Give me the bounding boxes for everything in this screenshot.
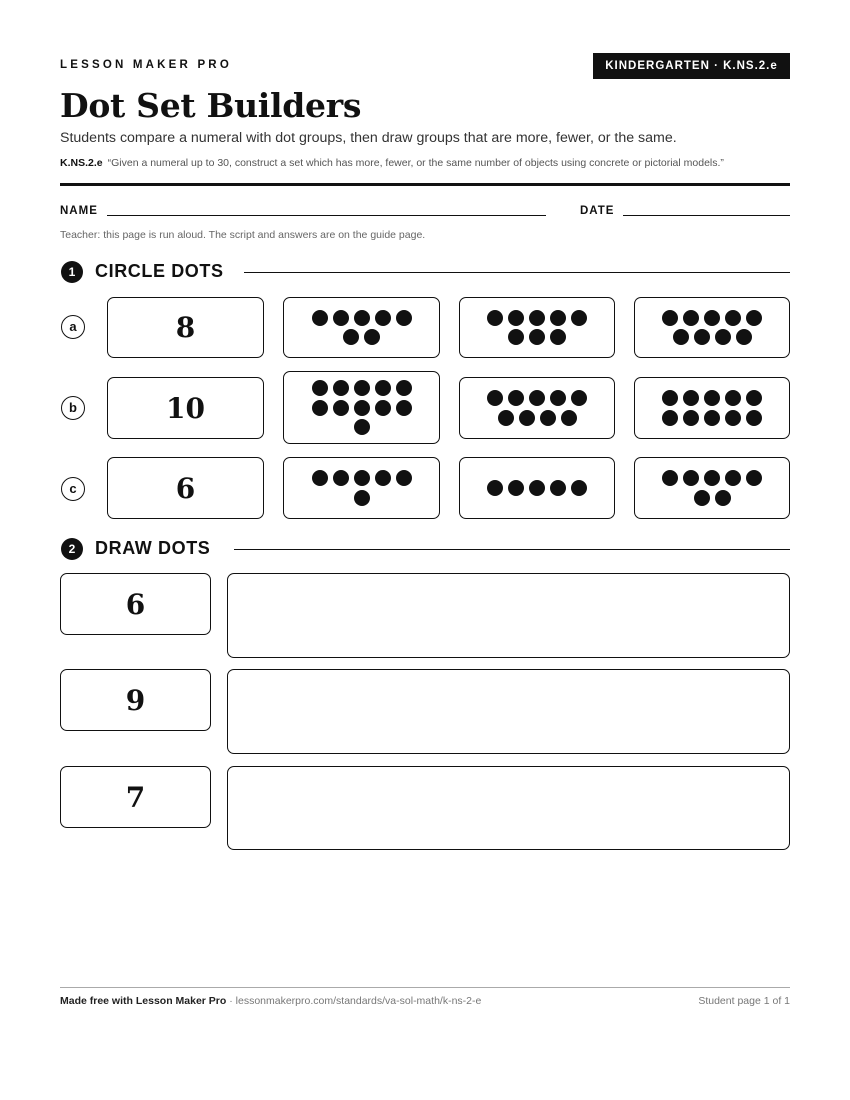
dot-row xyxy=(662,470,762,486)
section-1-number: 1 xyxy=(61,261,83,283)
dot-row xyxy=(343,329,380,345)
header-divider xyxy=(60,183,790,186)
dot xyxy=(550,329,566,345)
dot-row xyxy=(312,380,412,396)
footer-separator: · xyxy=(226,995,236,1007)
standard-text: “Given a numeral up to 30, construct a set which has more, fewer, or the same number of objects using concrete or pictorial models.” xyxy=(107,157,724,169)
section-1-title: CIRCLE DOTS xyxy=(95,261,224,281)
dot xyxy=(704,470,720,486)
dot-row xyxy=(662,410,762,426)
dot xyxy=(519,410,535,426)
dot xyxy=(312,470,328,486)
dot xyxy=(571,310,587,326)
dot-cluster xyxy=(312,310,412,346)
dot xyxy=(550,310,566,326)
page-subtitle: Students compare a numeral with dot groups, then draw groups that are more, fewer, or the same. xyxy=(60,130,677,146)
dot-group-option[interactable] xyxy=(283,457,440,519)
dot-group-option[interactable] xyxy=(459,297,615,358)
dot xyxy=(333,470,349,486)
name-label: NAME xyxy=(60,205,98,217)
dot xyxy=(561,410,577,426)
dot xyxy=(354,310,370,326)
dot xyxy=(725,310,741,326)
dot xyxy=(354,419,370,435)
dot-cluster xyxy=(487,310,587,346)
dot-row xyxy=(354,419,370,435)
dot xyxy=(746,310,762,326)
dot xyxy=(364,329,380,345)
footer-credit xyxy=(60,995,481,1007)
dot-cluster xyxy=(312,380,412,435)
row-letter: a xyxy=(61,315,85,339)
dot xyxy=(508,390,524,406)
footer-url[interactable]: lessonmakerpro.com/standards/va-sol-math/k-ns-2-e xyxy=(235,995,482,1007)
dot xyxy=(540,410,556,426)
footer-made-by: Made free with Lesson Maker Pro xyxy=(60,995,227,1007)
numeral-card: 10 xyxy=(107,377,264,439)
dot xyxy=(571,480,587,496)
numeral-card: 9 xyxy=(60,669,211,731)
dot-cluster xyxy=(487,480,587,496)
numeral-card: 6 xyxy=(107,457,264,519)
dot-group-option[interactable] xyxy=(459,457,615,519)
drawing-area[interactable] xyxy=(227,669,790,754)
dot xyxy=(571,390,587,406)
dot xyxy=(375,470,391,486)
dot xyxy=(746,410,762,426)
dot xyxy=(673,329,689,345)
dot-row xyxy=(498,410,577,426)
dot-row xyxy=(487,310,587,326)
dot xyxy=(396,400,412,416)
row-letter: c xyxy=(61,477,85,501)
dot xyxy=(508,329,524,345)
dot-cluster xyxy=(662,390,762,426)
dot xyxy=(498,410,514,426)
name-field[interactable] xyxy=(107,215,546,216)
dot xyxy=(683,410,699,426)
dot xyxy=(662,470,678,486)
dot xyxy=(375,400,391,416)
numeral-card: 8 xyxy=(107,297,264,358)
dot-cluster xyxy=(487,390,587,426)
dot-group-option[interactable] xyxy=(283,297,440,358)
dot xyxy=(312,310,328,326)
dot xyxy=(694,329,710,345)
teacher-note: Teacher: this page is run aloud. The script and answers are on the guide page. xyxy=(60,229,426,241)
numeral-card: 7 xyxy=(60,766,211,828)
dot xyxy=(487,480,503,496)
dot-cluster xyxy=(312,470,412,506)
dot-group-option[interactable] xyxy=(634,297,790,358)
dot-row xyxy=(487,480,587,496)
dot xyxy=(683,390,699,406)
dot xyxy=(746,470,762,486)
dot xyxy=(375,380,391,396)
dot xyxy=(683,470,699,486)
brand-name: LESSON MAKER PRO xyxy=(60,59,232,71)
section-2-rule xyxy=(234,549,790,550)
dot-row xyxy=(354,490,370,506)
dot xyxy=(704,410,720,426)
dot xyxy=(694,490,710,506)
dot xyxy=(333,380,349,396)
dot xyxy=(683,310,699,326)
dot xyxy=(529,310,545,326)
dot xyxy=(396,310,412,326)
dot xyxy=(529,390,545,406)
dot-row xyxy=(662,310,762,326)
row-letter: b xyxy=(61,396,85,420)
dot xyxy=(508,480,524,496)
dot xyxy=(746,390,762,406)
dot xyxy=(343,329,359,345)
numeral-card: 6 xyxy=(60,573,211,635)
dot xyxy=(662,390,678,406)
dot xyxy=(312,380,328,396)
dot xyxy=(487,390,503,406)
dot xyxy=(529,480,545,496)
dot xyxy=(396,470,412,486)
footer-page-number: Student page 1 of 1 xyxy=(698,995,790,1007)
dot-row xyxy=(312,400,412,416)
dot xyxy=(375,310,391,326)
drawing-area[interactable] xyxy=(227,573,790,658)
dot-row xyxy=(673,329,752,345)
dot xyxy=(662,310,678,326)
dot-group-option[interactable] xyxy=(459,377,615,439)
dot xyxy=(550,390,566,406)
dot-cluster xyxy=(662,310,762,346)
drawing-area[interactable] xyxy=(227,766,790,850)
dot xyxy=(550,480,566,496)
dot xyxy=(354,380,370,396)
dot xyxy=(333,400,349,416)
dot xyxy=(354,400,370,416)
grade-standard-badge: KINDERGARTEN · K.NS.2.e xyxy=(593,53,790,79)
dot-row xyxy=(694,490,731,506)
dot-group-option[interactable] xyxy=(634,377,790,439)
dot-group-option[interactable] xyxy=(634,457,790,519)
footer-divider xyxy=(60,987,790,988)
dot xyxy=(715,329,731,345)
section-2-number: 2 xyxy=(61,538,83,560)
dot xyxy=(704,310,720,326)
dot xyxy=(312,400,328,416)
dot-row xyxy=(312,470,412,486)
dot xyxy=(354,490,370,506)
dot xyxy=(704,390,720,406)
dot-row xyxy=(662,390,762,406)
dot xyxy=(529,329,545,345)
dot-cluster xyxy=(662,470,762,506)
dot xyxy=(725,410,741,426)
standard-code: K.NS.2.e xyxy=(60,157,103,169)
dot xyxy=(508,310,524,326)
dot xyxy=(736,329,752,345)
standard-line xyxy=(60,157,724,169)
dot xyxy=(725,390,741,406)
dot xyxy=(333,310,349,326)
dot-row xyxy=(508,329,566,345)
dot xyxy=(354,470,370,486)
dot-group-option[interactable] xyxy=(283,371,440,444)
section-2-title: DRAW DOTS xyxy=(95,538,211,558)
dot-row xyxy=(487,390,587,406)
dot xyxy=(662,410,678,426)
dot xyxy=(396,380,412,396)
date-field[interactable] xyxy=(623,215,790,216)
dot xyxy=(487,310,503,326)
page-title: Dot Set Builders xyxy=(60,86,362,125)
dot xyxy=(715,490,731,506)
dot-row xyxy=(312,310,412,326)
section-1-rule xyxy=(244,272,790,273)
dot xyxy=(725,470,741,486)
date-label: DATE xyxy=(580,205,615,217)
